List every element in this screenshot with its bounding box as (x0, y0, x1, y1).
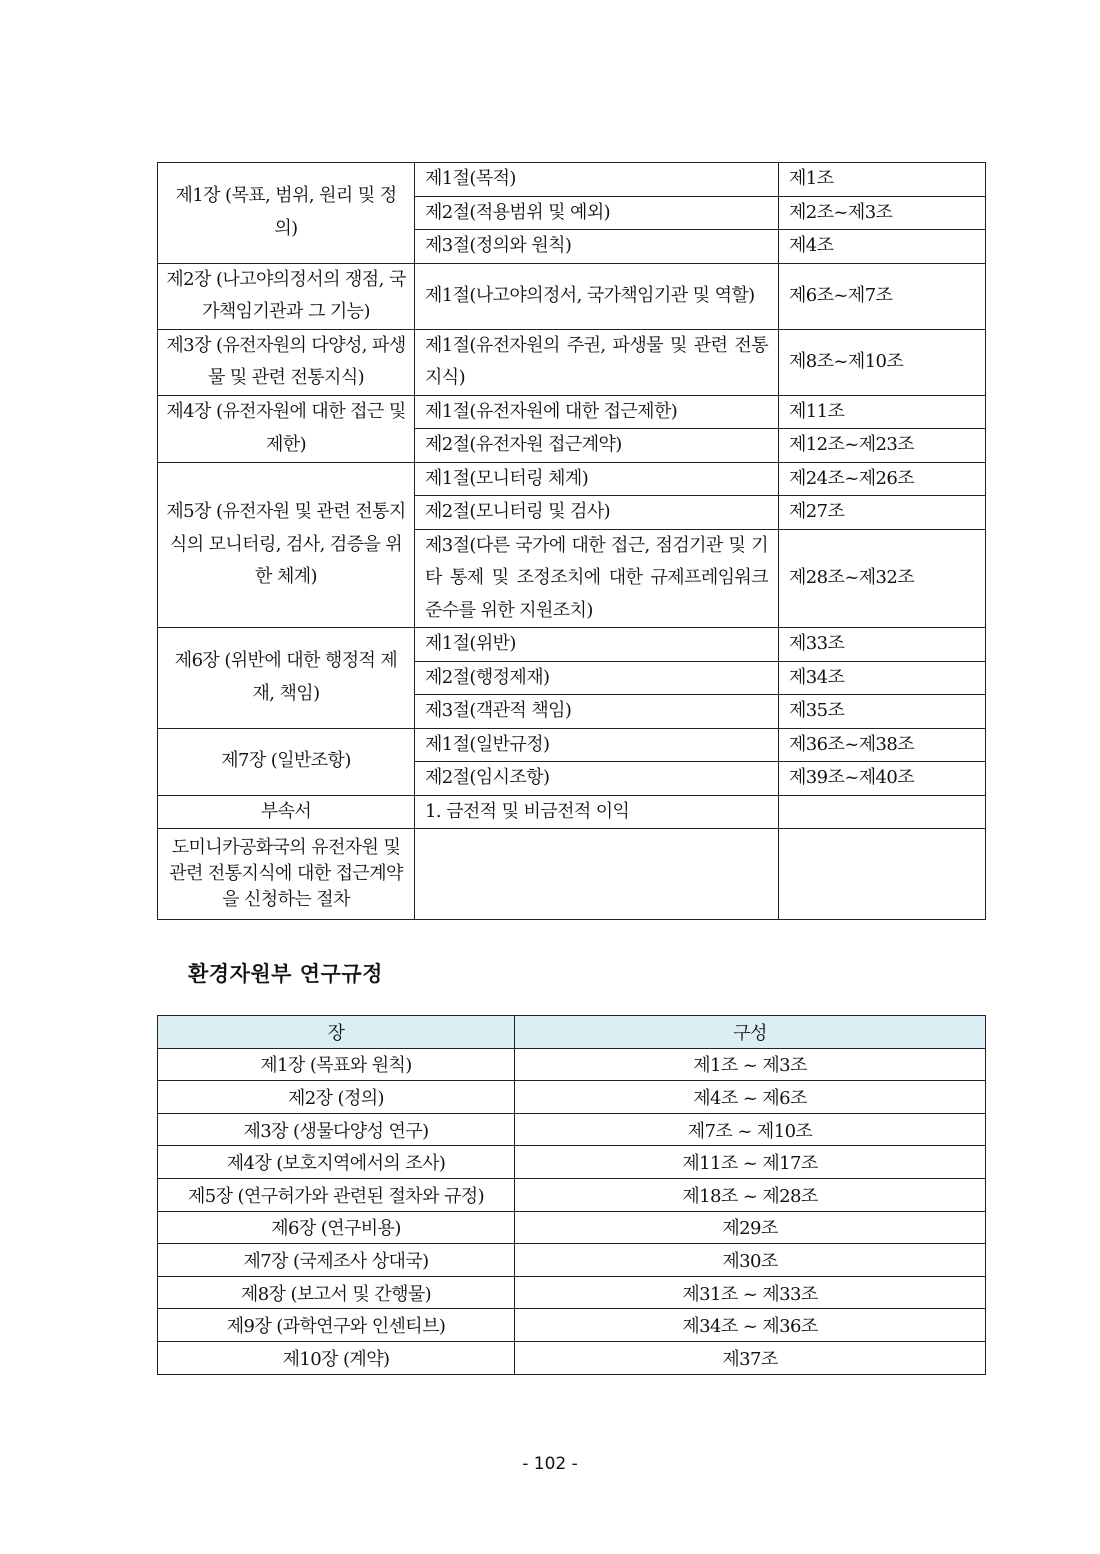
section-cell: 제2절(유전자원 접근계약) (415, 429, 779, 463)
section-cell: 제3절(정의와 원칙) (415, 230, 779, 264)
chapter-cell: 제1장 (목표, 범위, 원리 및 정의) (158, 163, 415, 264)
section-cell: 제1절(목적) (415, 163, 779, 197)
chapter-cell: 제4장 (보호지역에서의 조사) (158, 1146, 515, 1179)
articles-cell: 제33조 (779, 628, 986, 662)
table-row (158, 1341, 986, 1374)
articles-cell: 제4조 (779, 230, 986, 264)
table-row (158, 1113, 986, 1146)
articles-cell: 제35조 (779, 695, 986, 729)
articles-cell: 제11조 ~ 제17조 (515, 1146, 986, 1179)
chapter-cell: 제6장 (위반에 대한 행정적 제재, 책임) (158, 628, 415, 729)
chapter-cell: 제10장 (계약) (158, 1341, 515, 1374)
articles-cell: 제11조 (779, 395, 986, 429)
chapter-cell: 도미니카공화국의 유전자원 및 관련 전통지식에 대한 접근계약을 신청하는 절차 (158, 829, 415, 920)
table-row (158, 395, 986, 429)
articles-cell: 제1조 (779, 163, 986, 197)
articles-cell: 제6조~제7조 (779, 263, 986, 329)
chapter-cell: 부속서 (158, 795, 415, 829)
articles-cell: 제31조 ~ 제33조 (515, 1276, 986, 1309)
table-row (158, 1211, 986, 1244)
chapter-cell: 제8장 (보고서 및 간행물) (158, 1276, 515, 1309)
chapter-cell: 제6장 (연구비용) (158, 1211, 515, 1244)
section-cell: 제2절(적용범위 및 예외) (415, 196, 779, 230)
page-number: - 102 - (522, 1454, 578, 1474)
table-row (158, 263, 986, 329)
articles-cell: 제37조 (515, 1341, 986, 1374)
articles-cell: 제8조~제10조 (779, 329, 986, 395)
header-row (158, 1016, 986, 1049)
chapter-cell: 제9장 (과학연구와 인센티브) (158, 1309, 515, 1342)
articles-cell: 제34조 ~ 제36조 (515, 1309, 986, 1342)
articles-cell: 제1조 ~ 제3조 (515, 1048, 986, 1081)
column-header: 장 (158, 1016, 515, 1049)
section-cell: 제1절(유전자원에 대한 접근제한) (415, 395, 779, 429)
section-cell: 제3절(다른 국가에 대한 접근, 점검기관 및 기타 통제 및 조정조치에 대한 규제프레임워크 준수를 위한 지원조치) (415, 529, 779, 628)
section-cell: 1. 금전적 및 비금전적 이익 (415, 795, 779, 829)
section-cell: 제1절(모니터링 체계) (415, 462, 779, 496)
chapter-cell: 제7장 (국제조사 상대국) (158, 1244, 515, 1277)
regulation-structure-table (157, 162, 986, 920)
articles-cell (779, 795, 986, 829)
table-row (158, 329, 986, 395)
articles-cell: 제39조~제40조 (779, 762, 986, 796)
articles-cell: 제18조 ~ 제28조 (515, 1178, 986, 1211)
section-cell: 제1절(일반규정) (415, 728, 779, 762)
chapter-cell: 제3장 (유전자원의 다양성, 파생물 및 관련 전통지식) (158, 329, 415, 395)
chapter-cell: 제3장 (생물다양성 연구) (158, 1113, 515, 1146)
table-row (158, 1244, 986, 1277)
articles-cell: 제34조 (779, 661, 986, 695)
chapter-cell: 제2장 (나고야의정서의 쟁점, 국가책임기관과 그 기능) (158, 263, 415, 329)
column-header: 구성 (515, 1016, 986, 1049)
table-row (158, 462, 986, 496)
table-row (158, 1178, 986, 1211)
table-row (158, 163, 986, 197)
articles-cell: 제24조~제26조 (779, 462, 986, 496)
chapter-cell: 제4장 (유전자원에 대한 접근 및 제한) (158, 395, 415, 462)
table-row (158, 829, 986, 920)
articles-cell: 제4조 ~ 제6조 (515, 1081, 986, 1114)
chapter-cell: 제5장 (연구허가와 관련된 절차와 규정) (158, 1178, 515, 1211)
table-row (158, 1048, 986, 1081)
articles-cell: 제29조 (515, 1211, 986, 1244)
articles-cell: 제2조~제3조 (779, 196, 986, 230)
articles-cell: 제28조~제32조 (779, 529, 986, 628)
section-cell: 제3절(객관적 책임) (415, 695, 779, 729)
articles-cell: 제7조 ~ 제10조 (515, 1113, 986, 1146)
section-cell: 제2절(임시조항) (415, 762, 779, 796)
articles-cell: 제27조 (779, 496, 986, 530)
articles-cell: 제30조 (515, 1244, 986, 1277)
section-cell: 제1절(위반) (415, 628, 779, 662)
chapter-cell: 제5장 (유전자원 및 관련 전통지식의 모니터링, 검사, 검증을 위한 체계) (158, 462, 415, 628)
section-heading: 환경자원부 연구규정 (188, 962, 383, 986)
table-row (158, 795, 986, 829)
section-cell: 제1절(유전자원의 주권, 파생물 및 관련 전통지식) (415, 329, 779, 395)
section-cell (415, 829, 779, 920)
articles-cell (779, 829, 986, 920)
section-cell: 제1절(나고야의정서, 국가책임기관 및 역할) (415, 263, 779, 329)
chapter-cell: 제7장 (일반조항) (158, 728, 415, 795)
chapter-cell: 제2장 (정의) (158, 1081, 515, 1114)
section-cell: 제2절(행정제재) (415, 661, 779, 695)
table-row (158, 1146, 986, 1179)
table-row (158, 1276, 986, 1309)
articles-cell: 제12조~제23조 (779, 429, 986, 463)
chapter-cell: 제1장 (목표와 원칙) (158, 1048, 515, 1081)
articles-cell: 제36조~제38조 (779, 728, 986, 762)
table-row (158, 1309, 986, 1342)
table-row (158, 728, 986, 762)
research-regulation-table (157, 1015, 986, 1375)
section-cell: 제2절(모니터링 및 검사) (415, 496, 779, 530)
table-row (158, 1081, 986, 1114)
table-row (158, 628, 986, 662)
